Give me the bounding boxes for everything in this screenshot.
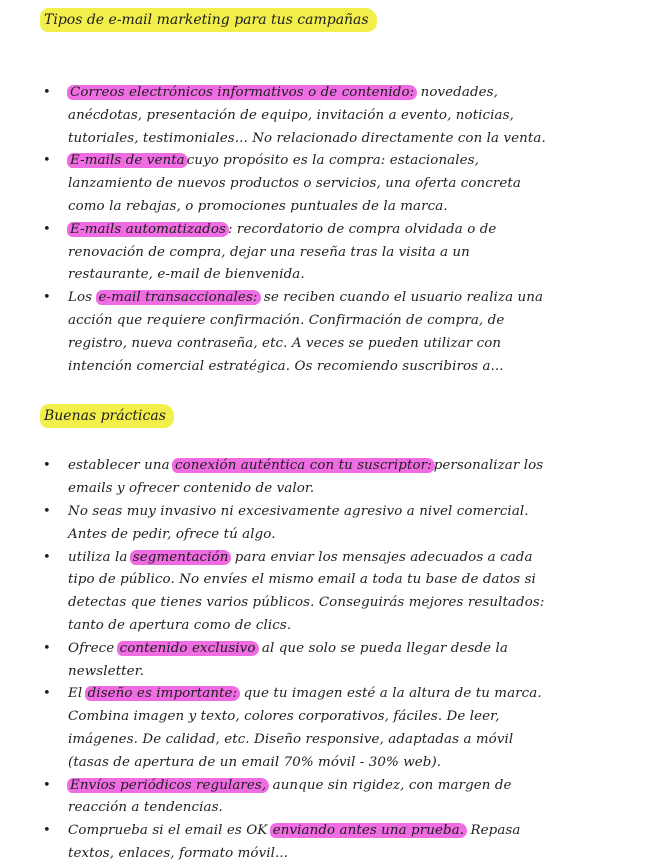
list-item: • utiliza la segmentación para enviar los mensajes adecuados a cada tipo de público. No envíes el mismo email a toda tu base de datos si detectas que tienes varios públicos. Conseguirás mejores resultados: tanto de apertura como de clics. [43, 549, 545, 633]
list-item: • E-mails automatizados : recordatorio de compra olvidada o de renovación de compra, dejar una reseña tras la visita a un restaurante, e-mail de bienvenida. [43, 221, 497, 283]
list-item: • Comprueba si el email es OK enviando antes una prueba. Repasa textos, enlaces, formato móvil... [43, 823, 521, 861]
highlight-text: E-mails automatizados [67, 222, 229, 237]
list-item: • Los e-mail transaccionales: se reciben cuando el usuario realiza una acción que requiere confirmación. Confirmación de compra, de registro, nueva contraseña, etc. A veces se pueden utilizar con intención comercial estratégica. Os recomiendo suscribiros a... [43, 290, 544, 374]
highlight-text: enviando antes una prueba. [270, 823, 467, 838]
highlight-text: Envíos periódicos regulares, [67, 778, 269, 793]
list-item: • establecer una conexión auténtica con tu suscriptor: personalizar los emails y ofrecer contenido de valor. [43, 458, 544, 497]
best-practices-list [40, 455, 616, 865]
list-item: • Correos electrónicos informativos o de contenido: novedades, anécdotas, presentación de equipo, invitación a evento, noticias, tutoriales, testimoniales... No relacionado directamente con la venta. [43, 85, 546, 146]
highlight-text: conexión auténtica con tu suscriptor: [172, 458, 435, 473]
section-title-best-practices: Buenas prácticas [40, 404, 174, 428]
highlight-text: contenido exclusivo [117, 641, 259, 656]
highlight-text: segmentación [130, 550, 232, 565]
list-item: • El diseño es importante: que tu imagen esté a la altura de tu marca. Combina imagen y texto, colores corporativos, fáciles. De leer, imágenes. De calidad, etc. Diseño responsive, adaptadas a móvil (tasas de apertura de un email 70% móvil - 30% web). [43, 686, 542, 770]
highlight-text: E-mails de venta [67, 153, 188, 168]
email-types-list [40, 82, 616, 378]
section-title-email-types: Tipos de e-mail marketing para tus campañas [40, 8, 377, 32]
list-item: • No seas muy invasivo ni excesivamente agresivo a nivel comercial. Antes de pedir, ofrece tú algo. [43, 503, 529, 542]
highlight-text: diseño es importante: [85, 686, 241, 701]
highlight-text: e-mail transaccionales: [96, 290, 261, 305]
highlight-text: Correos electrónicos informativos o de contenido: [67, 85, 417, 100]
list-item: • Envíos periódicos regulares, aunque sin rigidez, con margen de reacción a tendencias. [43, 777, 512, 816]
list-item: • Ofrece contenido exclusivo al que solo se pueda llegar desde la newsletter. [43, 640, 508, 679]
list-item: • E-mails de venta cuyo propósito es la compra: estacionales, lanzamiento de nuevos productos o servicios, una oferta concreta como la rebajas, o promociones puntuales de la marca. [43, 153, 521, 214]
